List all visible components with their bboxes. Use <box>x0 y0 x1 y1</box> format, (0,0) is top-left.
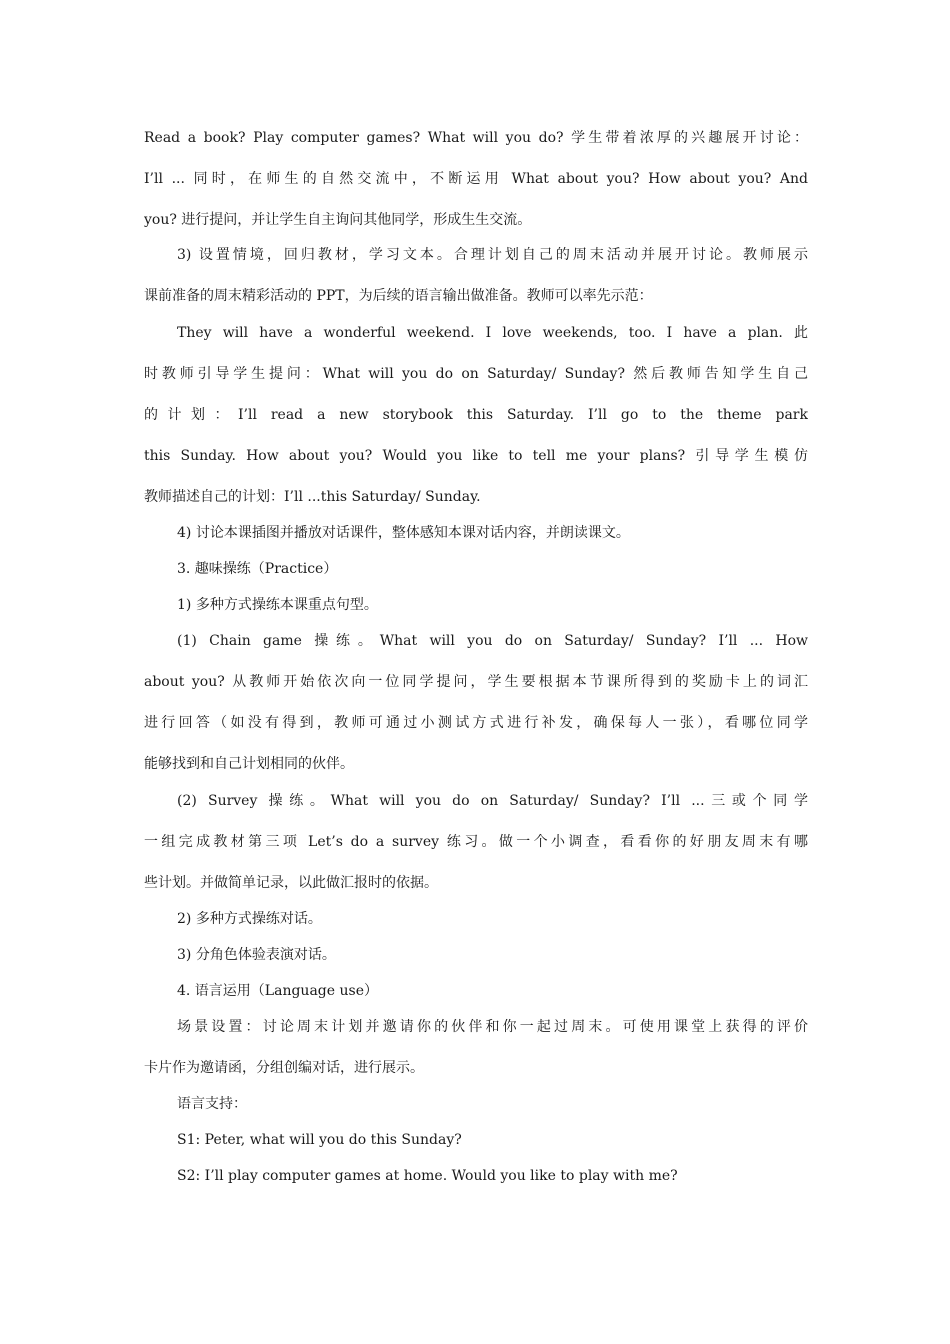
chain-game-line-2: about you? 从教师开始依次向一位同学提问，学生要根据本节课所得到的奖励卡上的词汇 <box>144 674 808 690</box>
step-3-line-2: 课前准备的周末精彩活动的 PPT，为后续的语言输出做准备。教师可以率先示范： <box>144 288 653 304</box>
step-3-line-1: 3) 设置情境，回归教材，学习文本。合理计划自己的周末活动并展开讨论。教师展示 <box>177 247 808 263</box>
example-line-3: 的计划：I’ll read a new storybook this Saturday. I’ll go to the theme park <box>144 407 808 423</box>
survey-line-2: 一组完成教材第三项 Let’s do a survey 练习。做一个小调查，看看你的好朋友周末有哪 <box>144 834 808 850</box>
dialogue-s1: S1: Peter, what will you do this Sunday? <box>177 1132 462 1148</box>
section-language-use-heading: 4. 语言运用（Language use） <box>177 983 378 999</box>
practice-step-1: 1) 多种方式操练本课重点句型。 <box>177 597 378 613</box>
chain-game-line-3: 进行回答（如没有得到，教师可通过小测试方式进行补发，确保每人一张），看哪位同学 <box>144 715 808 731</box>
example-line-2: 时教师引导学生提问：What will you do on Saturday/ Sunday? 然后教师告知学生自己 <box>144 366 808 382</box>
paragraph-line-2: I’ll ... 同时，在师生的自然交流中，不断运用 What about you? How about you? And <box>144 171 808 187</box>
dialogue-s2: S2: I’ll play computer games at home. Would you like to play with me? <box>177 1168 678 1184</box>
paragraph-line-1: Read a book? Play computer games? What will you do? 学生带着浓厚的兴趣展开讨论： <box>144 130 808 146</box>
example-line-5: 教师描述自己的计划：I’ll ...this Saturday/ Sunday. <box>144 489 481 505</box>
survey-line-1: (2) Survey 操练。What will you do on Saturday/ Sunday? I’ll ...三或个同学 <box>177 793 808 809</box>
step-4-line: 4) 讨论本课插图并播放对话课件，整体感知本课对话内容，并朗读课文。 <box>177 525 630 541</box>
paragraph-line-3: you? 进行提问，并让学生自主询问其他同学，形成生生交流。 <box>144 212 532 228</box>
practice-step-3: 3) 分角色体验表演对话。 <box>177 947 336 963</box>
scenario-line-1: 场景设置：讨论周末计划并邀请你的伙伴和你一起过周末。可使用课堂上获得的评价 <box>177 1019 808 1035</box>
practice-step-2: 2) 多种方式操练对话。 <box>177 911 322 927</box>
chain-game-line-1: (1) Chain game 操练。What will you do on Saturday/ Sunday? I’ll ... How <box>177 633 808 649</box>
chain-game-line-4: 能够找到和自己计划相同的伙伴。 <box>144 756 354 772</box>
example-line-1: They will have a wonderful weekend. I love weekends, too. I have a plan. 此 <box>177 325 808 341</box>
section-practice-heading: 3. 趣味操练（Practice） <box>177 561 338 577</box>
survey-line-3: 些计划。并做简单记录，以此做汇报时的依据。 <box>144 875 438 891</box>
scenario-line-2: 卡片作为邀请函，分组创编对话，进行展示。 <box>144 1060 424 1076</box>
example-line-4: this Sunday. How about you? Would you like to tell me your plans? 引导学生模仿 <box>144 448 808 464</box>
language-support-label: 语言支持： <box>177 1096 247 1112</box>
